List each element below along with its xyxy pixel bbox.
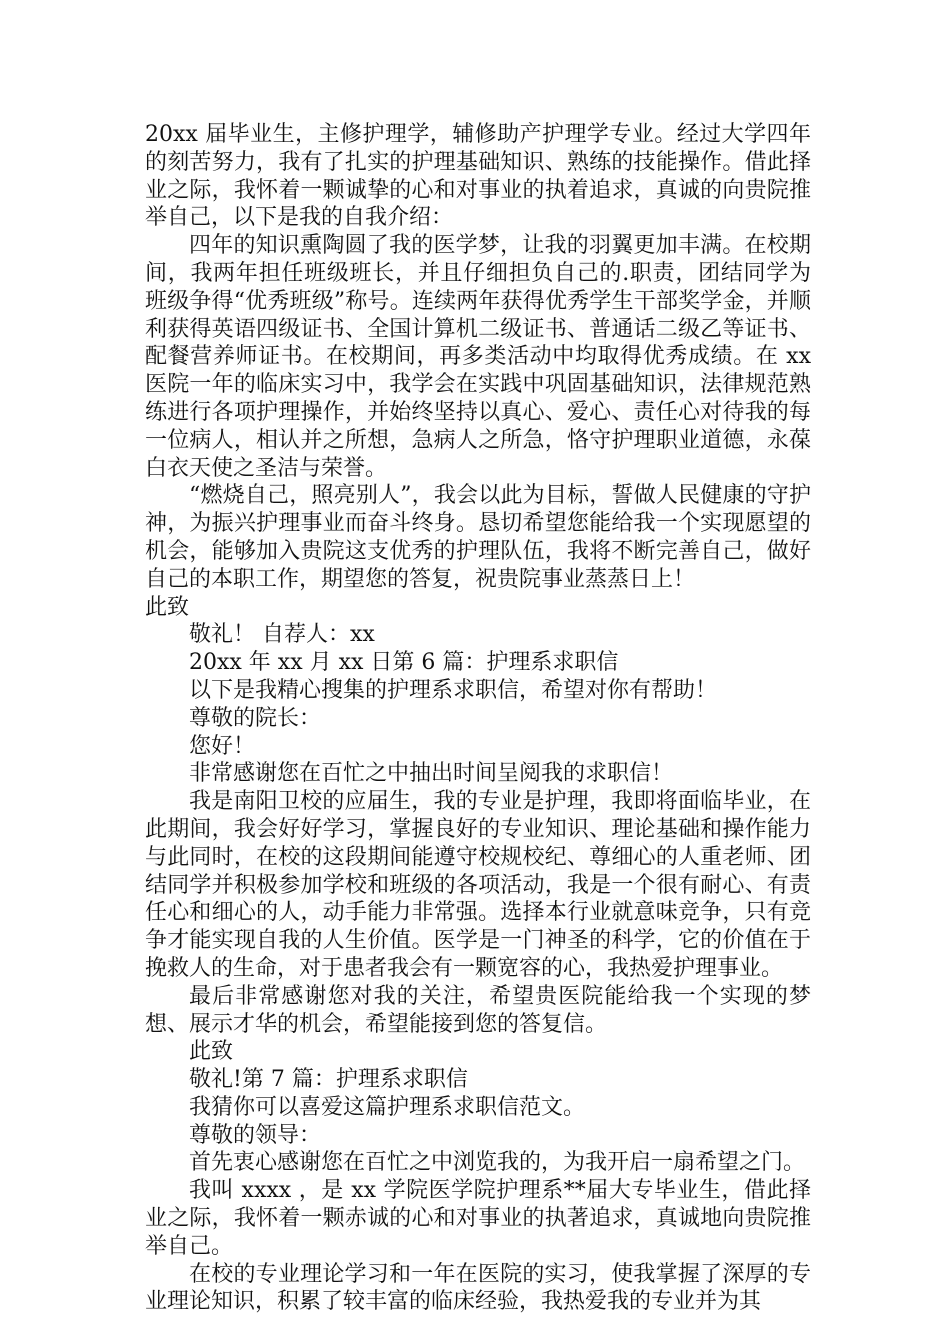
paragraph-study-experience: 在校的专业理论学习和一年在医院的实习，使我掌握了深厚的专业理论知识，积累了较丰富的临床经验，我热爱我的专业并为其 xyxy=(145,1261,811,1315)
closing-salutation-2: 此致 xyxy=(189,1039,234,1065)
document-page xyxy=(145,121,811,1316)
section-6-intro: 以下是我精心搜集的护理系求职信，希望对你有帮助！ xyxy=(189,677,718,703)
greeting-hello: 您好！ xyxy=(189,733,256,759)
paragraph-intro: 20xx 届毕业生，主修护理学，辅修助产护理学专业。经过大学四年的刻苦努力，我有了扎实的护理基础知识、熟练的技能操作。借此择业之际，我怀着一颗诚挚的心和对事业的执着追求，真诚的向贵院推举自己，以下是我的自我介绍： xyxy=(145,122,811,231)
closing-salutation: 此致 xyxy=(145,594,190,620)
paragraph-aspiration: “燃烧自己，照亮别人”，我会以此为目标，誓做人民健康的守护神，为振兴护理事业而奋斗终身。恳切希望您能给我一个实现愿望的机会，能够加入贵院这支优秀的护理队伍，我将不断完善自己，做好自己的本职工作，期望您的答复，祝贵院事业蒸蒸日上！ xyxy=(145,483,811,592)
section-7-intro: 我猜你可以喜爱这篇护理系求职信范文。 xyxy=(189,1094,586,1120)
regards-and-section-heading-7: 敬礼!第 7 篇：护理系求职信 xyxy=(189,1067,468,1093)
date-and-section-heading-6: 20xx 年 xx 月 xx 日第 6 篇：护理系求职信 xyxy=(189,650,619,676)
paragraph-self-introduction: 我是南阳卫校的应届生，我的专业是护理，我即将面临毕业，在此期间，我会好好学习，掌握良好的专业知识、理论基础和操作能力与此同时，在校的这段期间能遵守校规校纪、尊细心的人重老师、团结同学并积极参加学校和班级的各项活动，我是一个很有耐心、有责任心和细心的人，动手能力非常强。选择本行业就意味竞争，只有竞争才能实现自我的人生价值。医学是一门神圣的科学，它的价值在于挽救人的生命，对于患者我会有一颗宽容的心，我热爱护理事业。 xyxy=(145,789,811,981)
closing-regards-signature: 敬礼！ 自荐人：xx xyxy=(189,622,375,648)
paragraph-final-thanks: 最后非常感谢您对我的关注，希望贵医院能给我一个实现的梦想、展示才华的机会，希望能接到您的答复信。 xyxy=(145,983,811,1037)
paragraph-gratitude: 首先衷心感谢您在百忙之中浏览我的，为我开启一扇希望之门。 xyxy=(189,1150,806,1176)
paragraph-thanks: 非常感谢您在百忙之中抽出时间呈阅我的求职信！ xyxy=(189,761,674,787)
paragraph-name-intro: 我叫 xxxx ，是 xx 学院医学院护理系**届大专毕业生，借此择业之际，我怀着一颗赤诚的心和对事业的执著追求，真诚地向贵院推举自己。 xyxy=(145,1178,811,1259)
paragraph-achievements: 四年的知识熏陶圆了我的医学梦，让我的羽翼更加丰满。在校期间，我两年担任班级班长，并且仔细担负自己的.职责，团结同学为班级争得“优秀班级”称号。连续两年获得优秀学生干部奖学金，并顺利获得英语四级证书、全国计算机二级证书、普通话二级乙等证书、配餐营养师证书。在校期间，再多类活动中均取得优秀成绩。在 xx 医院一年的临床实习中，我学会在实践中巩固基础知识，法律规范熟练进行各项护理操作，并始终坚持以真心、爱心、责任心对待我的每一位病人，相认并之所想，急病人之所急，恪守护理职业道德，永葆白衣天使之圣洁与荣誉。 xyxy=(145,233,811,481)
greeting-leader: 尊敬的领导： xyxy=(189,1122,322,1148)
greeting-dean: 尊敬的院长： xyxy=(189,705,322,731)
